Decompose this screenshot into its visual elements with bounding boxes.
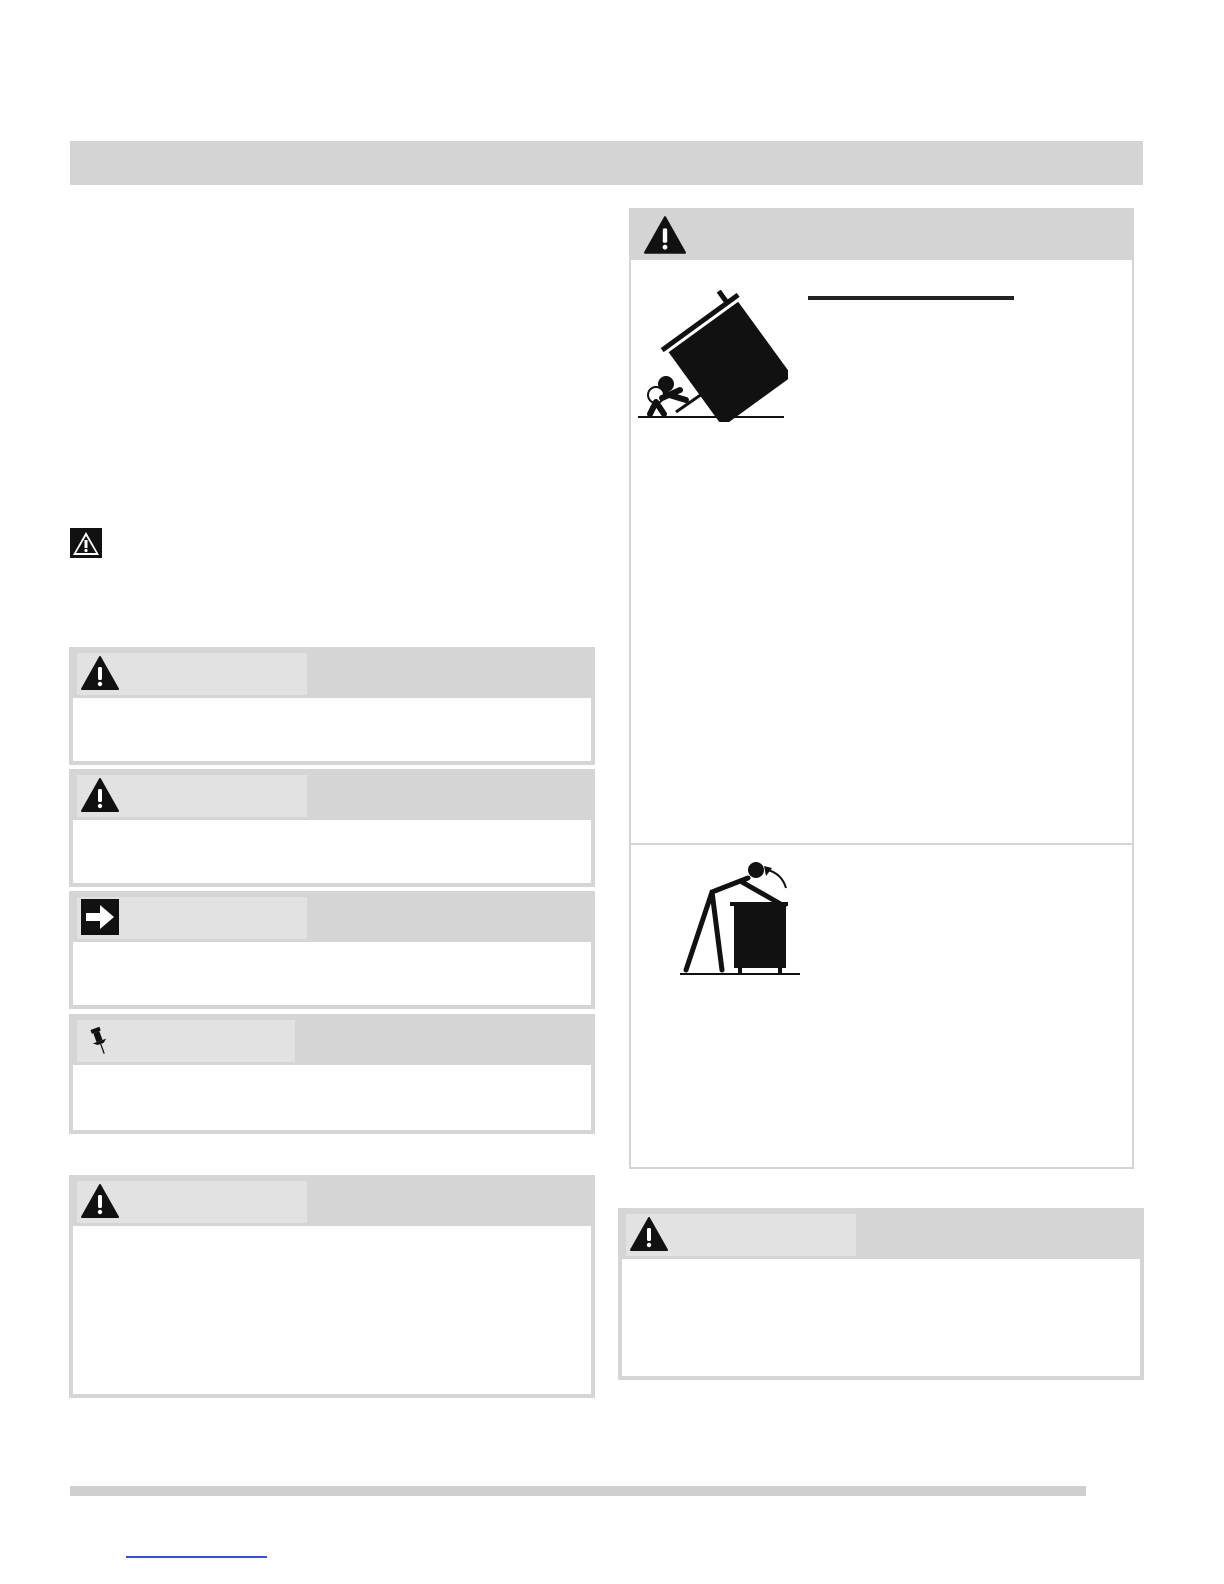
warning-message-box	[618, 1208, 1144, 1380]
warning-triangle-icon	[81, 1183, 119, 1219]
box-body	[622, 1259, 1140, 1376]
tip-over-illustration	[636, 290, 788, 422]
caution-definition-box	[69, 769, 595, 887]
box-body	[73, 1226, 591, 1394]
warning-triangle-icon	[81, 777, 119, 813]
heading-underline	[808, 296, 1014, 300]
warning-message-box	[69, 1175, 595, 1398]
note-definition-box	[69, 1014, 595, 1134]
important-definition-box	[69, 891, 595, 1009]
box-body	[73, 698, 591, 761]
section-title-bar	[70, 141, 1143, 185]
warning-triangle-icon	[81, 655, 119, 691]
warning-triangle-icon	[70, 528, 102, 558]
pushpin-icon	[85, 1020, 115, 1060]
box-body	[73, 820, 591, 883]
warning-definition-box	[69, 647, 595, 765]
footer-link-underline[interactable]	[126, 1556, 267, 1558]
anti-tip-check-illustration	[678, 858, 802, 982]
warning-triangle-icon	[630, 1216, 668, 1252]
box-body	[73, 942, 591, 1005]
footer-rule	[70, 1486, 1086, 1496]
box-body	[73, 1065, 591, 1130]
warning-triangle-icon	[644, 215, 686, 255]
panel-divider	[631, 843, 1132, 845]
arrow-right-icon	[81, 899, 119, 935]
anti-tip-panel-header	[631, 210, 1132, 260]
